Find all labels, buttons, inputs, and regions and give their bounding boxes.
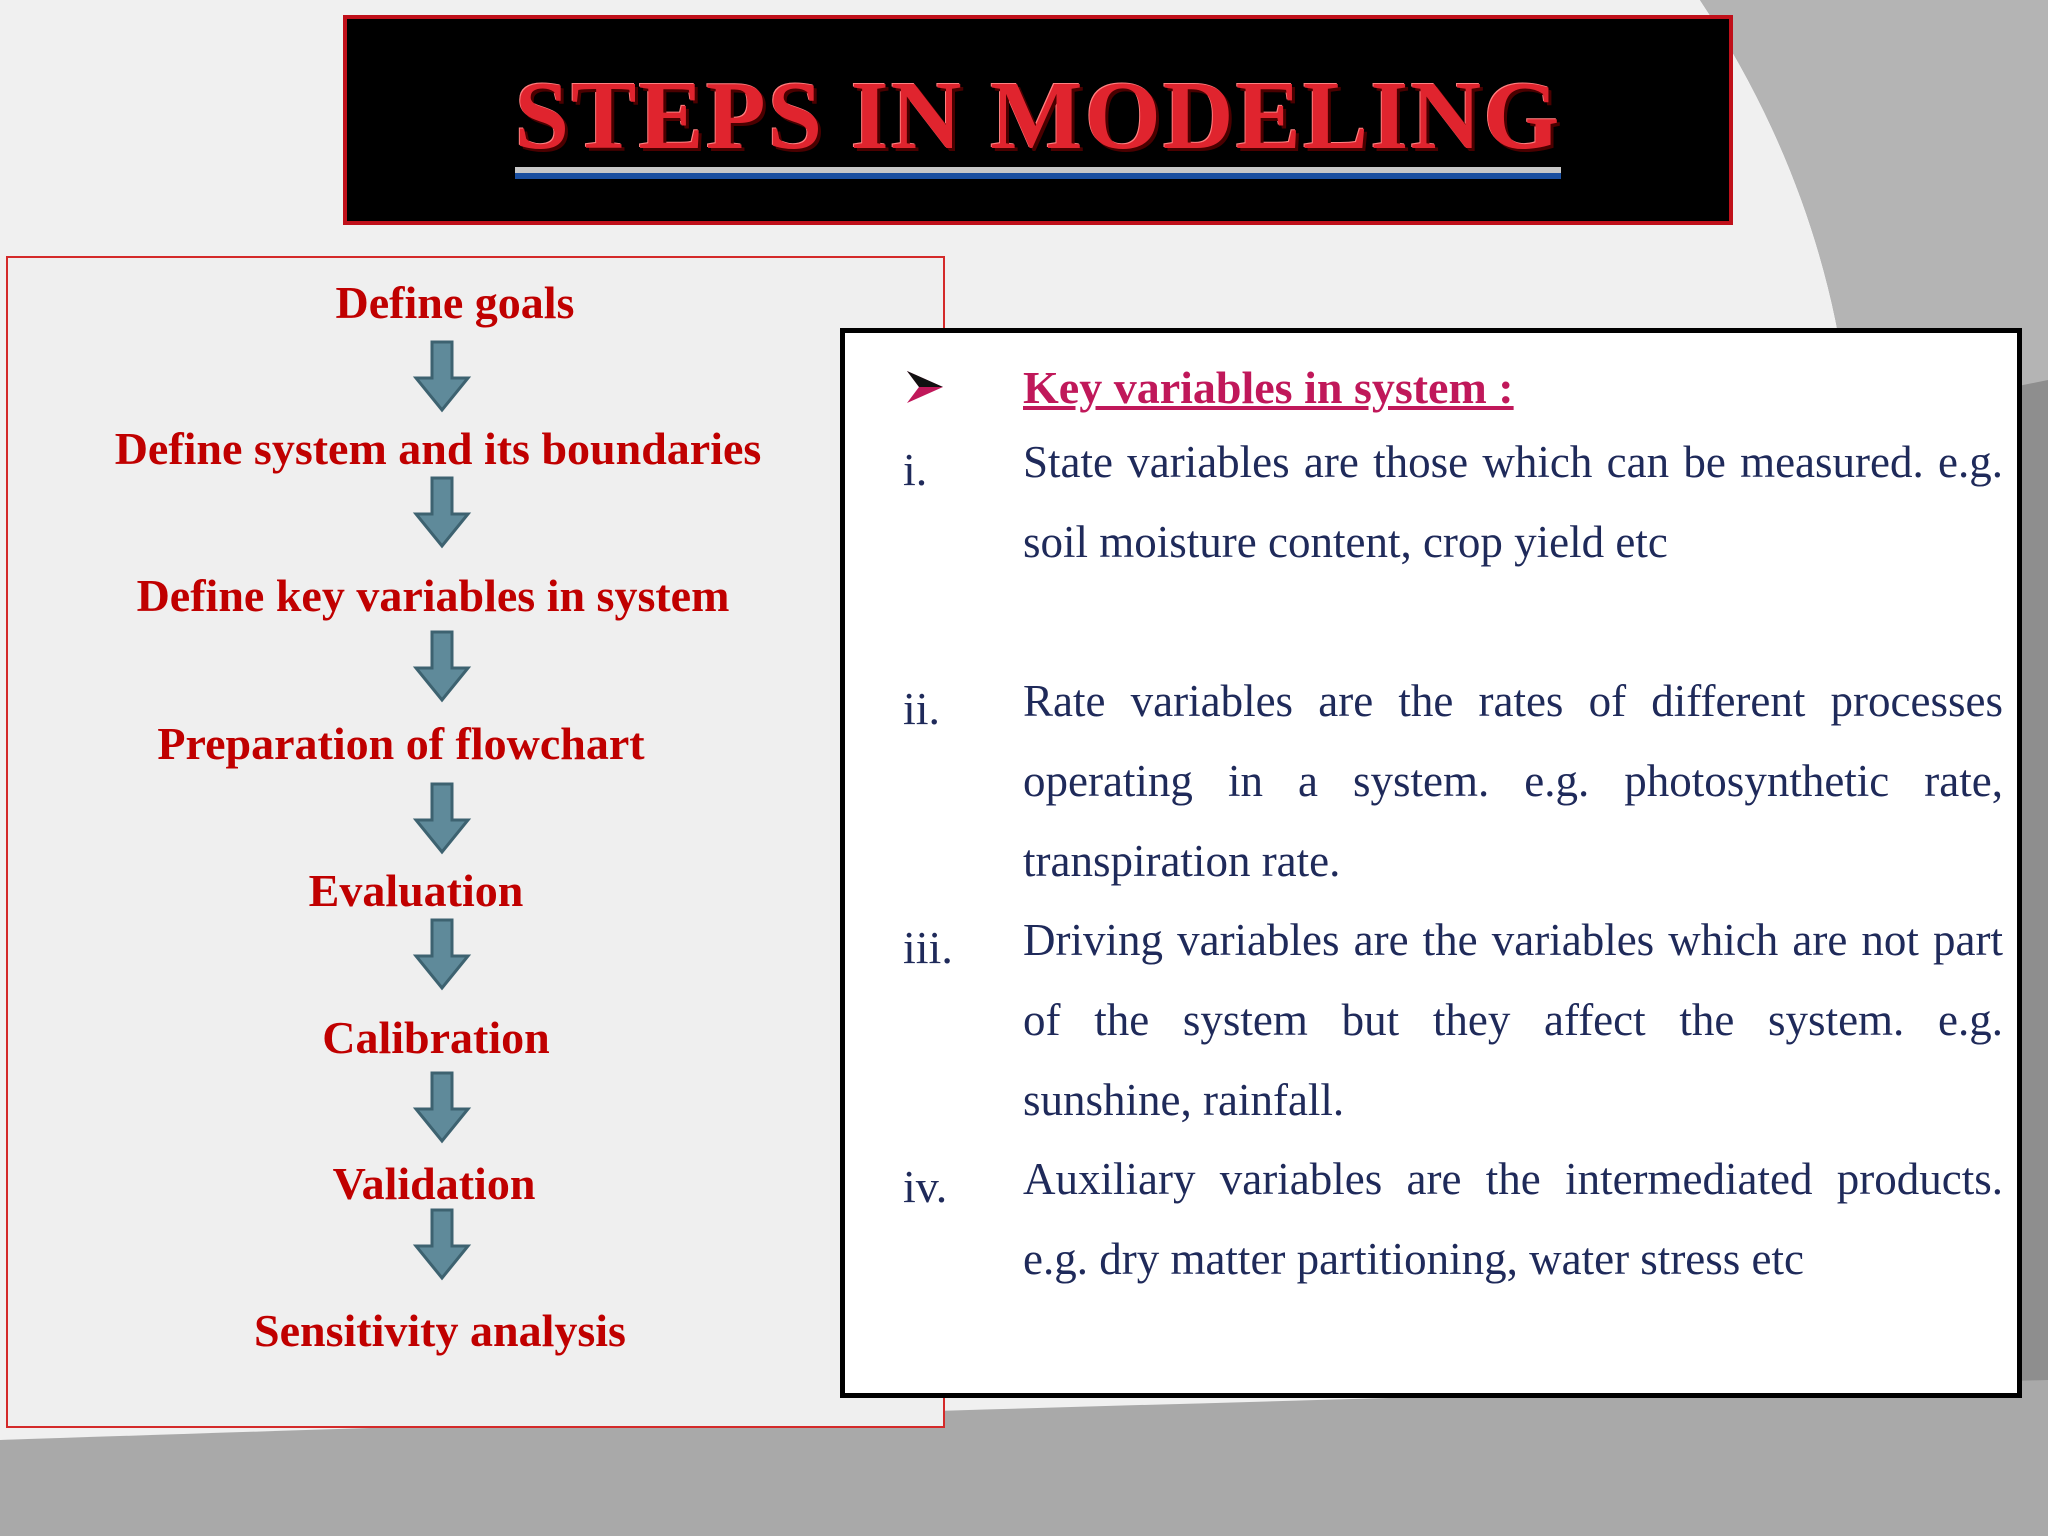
- key-variables-heading: Key variables in system :: [1023, 362, 1514, 413]
- down-arrow-icon: [412, 476, 472, 550]
- step-preparation-flowchart: Preparation of flowchart: [157, 718, 645, 769]
- step-define-system: Define system and its boundaries: [114, 423, 762, 474]
- down-arrow-icon: [412, 918, 472, 992]
- down-arrow-icon: [412, 340, 472, 414]
- step-sensitivity-analysis: Sensitivity analysis: [254, 1305, 626, 1356]
- step-validation: Validation: [332, 1158, 536, 1209]
- step-calibration: Calibration: [322, 1012, 550, 1063]
- step-define-goals: Define goals: [335, 277, 575, 328]
- list-item-number: i.: [903, 444, 928, 495]
- list-item-text: State variables are those which can be measured. e.g. soil moisture content, crop yield etc: [1023, 437, 2003, 567]
- list-item-text: Auxiliary variables are the intermediated products. e.g. dry matter partitioning, water stress etc: [1023, 1154, 2003, 1284]
- arrowhead-bullet-icon: [905, 367, 945, 407]
- list-item-text: Driving variables are the variables which are not part of the system but they affect the system. e.g. sunshine, rainfall.: [1023, 915, 2003, 1125]
- list-item-number: iv.: [903, 1161, 948, 1212]
- title-banner: [343, 15, 1733, 225]
- steps-flowchart: [6, 256, 948, 1428]
- down-arrow-icon: [412, 630, 472, 704]
- list-item-number: iii.: [903, 922, 953, 973]
- down-arrow-icon: [412, 782, 472, 856]
- key-variables-panel: [840, 328, 2022, 1398]
- step-define-key-variables: Define key variables in system: [136, 570, 730, 621]
- key-variables-heading-row: [845, 363, 2017, 423]
- slide-title: STEPS IN MODELING: [515, 67, 1562, 173]
- down-arrow-icon: [412, 1208, 472, 1282]
- step-evaluation: Evaluation: [308, 865, 524, 916]
- down-arrow-icon: [412, 1071, 472, 1145]
- list-item-number: ii.: [903, 683, 941, 734]
- list-item-text: Rate variables are the rates of different processes operating in a system. e.g. photosynthetic rate, transpiration rate.: [1023, 676, 2003, 886]
